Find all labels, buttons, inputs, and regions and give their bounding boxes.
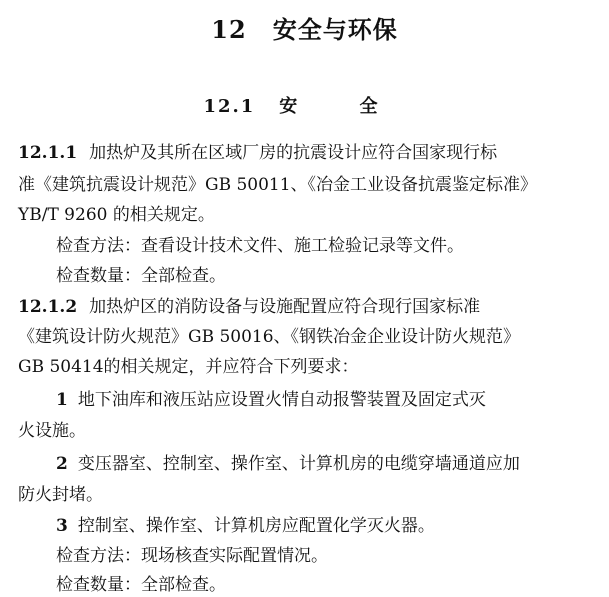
clause-text: 加热炉区的消防设备与设施配置应符合现行国家标准 xyxy=(89,297,481,317)
section-title xyxy=(0,92,609,118)
check-quantity: 检查数量：全部检查。 xyxy=(56,266,226,286)
list-item-2-line-2: 防火封堵。 xyxy=(18,485,103,505)
list-item-text: 变压器室、控制室、操作室、计算机房的电缆穿墙通道应加 xyxy=(77,454,520,474)
check-method: 检查方法：现场核查实际配置情况。 xyxy=(56,546,328,566)
chapter-title xyxy=(0,10,609,45)
list-item-3-line-1 xyxy=(56,516,435,536)
list-item-number: 1 xyxy=(56,390,68,410)
clause-12-1-1-line-2: 准《建筑抗震设计规范》GB 50011、《冶金工业设备抗震鉴定标准》 xyxy=(18,175,538,195)
list-item-2-line-1 xyxy=(56,454,520,474)
list-item-1-line-1 xyxy=(56,390,486,410)
clause-12-1-2-line-1 xyxy=(18,297,480,317)
chapter-number: 12 xyxy=(211,15,247,44)
list-item-text: 控制室、操作室、计算机房应配置化学灭火器。 xyxy=(77,516,435,536)
clause-12-1-1-line-3: YB/T 9260 的相关规定。 xyxy=(18,205,215,225)
clause-12-1-1-line-1 xyxy=(18,143,497,163)
chapter-title-text: 安全与环保 xyxy=(272,15,398,44)
clause-number: 12.1.1 xyxy=(18,143,78,163)
check-method: 检查方法：查看设计技术文件、施工检验记录等文件。 xyxy=(56,236,464,256)
section-title-text: 安 全 xyxy=(279,96,406,117)
clause-12-1-2-line-2: 《建筑设计防火规范》GB 50016、《钢铁冶金企业设计防火规范》 xyxy=(18,327,521,347)
list-item-number: 3 xyxy=(56,516,68,536)
clause-number: 12.1.2 xyxy=(18,297,78,317)
clause-12-1-2-line-3: GB 50414的相关规定，并应符合下列要求： xyxy=(18,357,359,377)
list-item-text: 地下油库和液压站应设置火情自动报警装置及固定式灭 xyxy=(77,390,486,410)
check-quantity: 检查数量：全部检查。 xyxy=(56,575,226,595)
clause-text: 加热炉及其所在区域厂房的抗震设计应符合国家现行标 xyxy=(89,143,498,163)
list-item-1-line-2: 火设施。 xyxy=(18,421,86,441)
list-item-number: 2 xyxy=(56,454,68,474)
section-number: 12.1 xyxy=(203,96,256,117)
